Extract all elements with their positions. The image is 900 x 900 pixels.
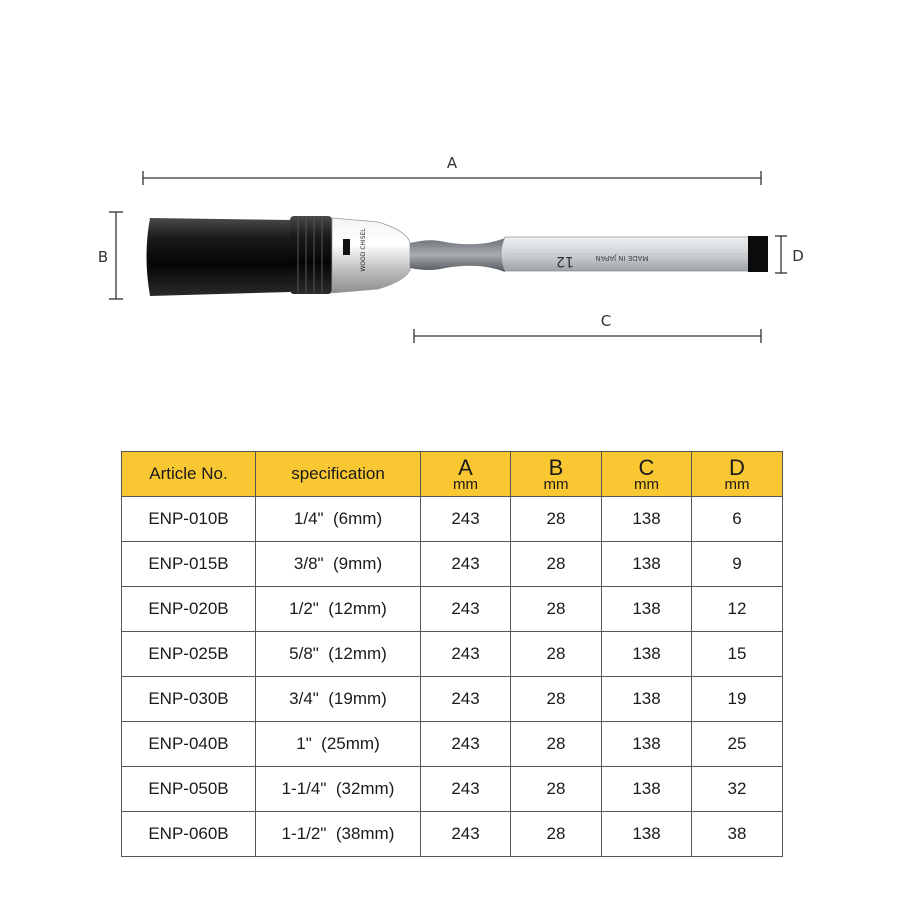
cell-article: ENP-030B — [122, 677, 256, 722]
cell-specification: 1/4" (6mm) — [256, 497, 421, 542]
dimension-c — [414, 312, 761, 343]
table-row — [122, 632, 783, 677]
ferrule-label: WOOD CHISEL — [360, 228, 367, 272]
cell-a: 243 — [421, 497, 511, 542]
table-row — [122, 677, 783, 722]
cell-c: 138 — [602, 677, 692, 722]
chisel-handle — [147, 218, 296, 296]
cell-d: 6 — [692, 497, 783, 542]
cell-c: 138 — [602, 497, 692, 542]
header-c-unit: mm — [634, 476, 659, 493]
cell-b: 28 — [511, 632, 602, 677]
table-row — [122, 497, 783, 542]
cell-article: ENP-015B — [122, 542, 256, 587]
cell-c: 138 — [602, 587, 692, 632]
cell-c: 138 — [602, 632, 692, 677]
cell-d: 32 — [692, 767, 783, 812]
dimension-d — [775, 236, 804, 273]
blade-label: MADE IN JAPAN — [595, 254, 649, 262]
header-d — [692, 452, 783, 497]
header-c — [602, 452, 692, 497]
table-row — [122, 767, 783, 812]
cell-c: 138 — [602, 542, 692, 587]
header-a-letter: A — [458, 455, 473, 480]
chisel-ferrule — [332, 218, 410, 293]
header-d-letter: D — [729, 455, 745, 480]
cell-article: ENP-050B — [122, 767, 256, 812]
blade-number: 12 — [556, 253, 574, 269]
cell-specification: 3/4" (19mm) — [256, 677, 421, 722]
cell-d: 12 — [692, 587, 783, 632]
specification-table — [121, 451, 783, 857]
header-b — [511, 452, 602, 497]
dimension-a-label: A — [446, 154, 458, 172]
cell-d: 15 — [692, 632, 783, 677]
cell-c: 138 — [602, 722, 692, 767]
cell-article: ENP-020B — [122, 587, 256, 632]
chisel-dimension-diagram — [0, 0, 900, 420]
table-row — [122, 587, 783, 632]
header-article-no: Article No. — [122, 452, 256, 497]
cell-d: 25 — [692, 722, 783, 767]
blade-edge — [748, 236, 768, 272]
cell-c: 138 — [602, 767, 692, 812]
cell-specification: 3/8" (9mm) — [256, 542, 421, 587]
header-b-letter: B — [548, 455, 564, 480]
table-row — [122, 812, 783, 857]
cell-d: 38 — [692, 812, 783, 857]
cell-article: ENP-060B — [122, 812, 256, 857]
header-a — [421, 452, 511, 497]
chisel-neck — [410, 238, 505, 272]
cell-specification: 1" (25mm) — [256, 722, 421, 767]
cell-b: 28 — [511, 812, 602, 857]
cell-b: 28 — [511, 542, 602, 587]
table-row — [122, 722, 783, 767]
dimension-b — [98, 212, 123, 299]
cell-c: 138 — [602, 812, 692, 857]
dimension-b-label: B — [97, 248, 109, 266]
cell-a: 243 — [421, 632, 511, 677]
cell-b: 28 — [511, 722, 602, 767]
dimension-c-label: C — [600, 312, 612, 330]
cell-a: 243 — [421, 677, 511, 722]
table-header-row — [122, 452, 783, 497]
dimension-a — [143, 154, 761, 185]
cell-specification: 1-1/4" (32mm) — [256, 767, 421, 812]
header-c-letter: C — [638, 455, 655, 480]
cell-a: 243 — [421, 722, 511, 767]
cell-a: 243 — [421, 587, 511, 632]
cell-specification: 1-1/2" (38mm) — [256, 812, 421, 857]
cell-d: 9 — [692, 542, 783, 587]
cell-a: 243 — [421, 542, 511, 587]
cell-a: 243 — [421, 812, 511, 857]
cell-d: 19 — [692, 677, 783, 722]
header-a-unit: mm — [453, 476, 478, 493]
cell-b: 28 — [511, 767, 602, 812]
cell-b: 28 — [511, 677, 602, 722]
header-b-unit: mm — [543, 476, 569, 493]
cell-specification: 1/2" (12mm) — [256, 587, 421, 632]
cell-article: ENP-040B — [122, 722, 256, 767]
cell-b: 28 — [511, 497, 602, 542]
cell-article: ENP-010B — [122, 497, 256, 542]
table-row — [122, 542, 783, 587]
cell-a: 243 — [421, 767, 511, 812]
header-d-unit: mm — [724, 476, 750, 493]
cell-specification: 5/8" (12mm) — [256, 632, 421, 677]
handle-ring — [290, 216, 332, 294]
chisel-illustration — [147, 216, 769, 296]
dimension-d-label: D — [792, 247, 804, 265]
cell-article: ENP-025B — [122, 632, 256, 677]
cell-b: 28 — [511, 587, 602, 632]
header-specification: specification — [256, 452, 421, 497]
